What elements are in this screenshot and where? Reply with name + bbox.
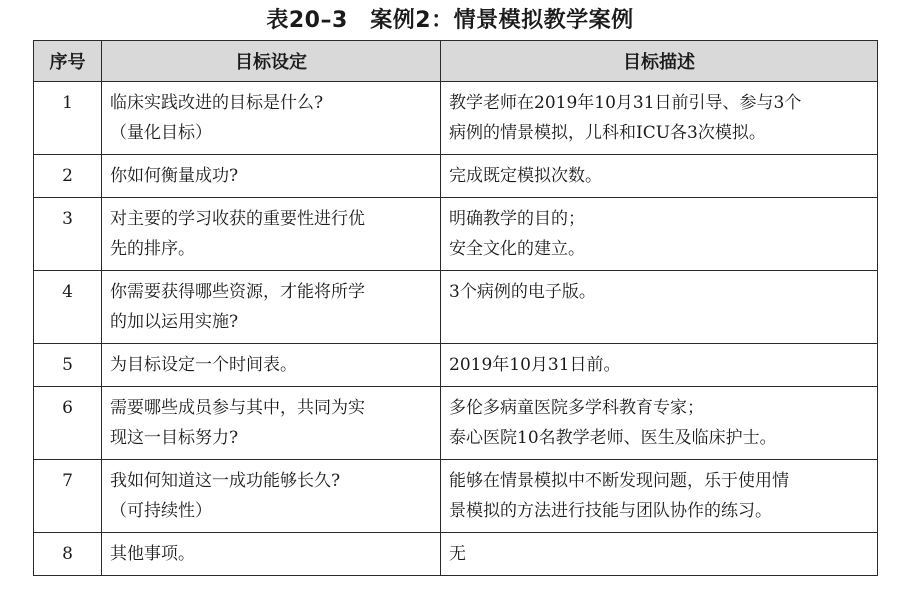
goal-text-line: （可持续性） [110, 501, 212, 521]
description-cell [441, 271, 878, 344]
goal-text-line: （量化目标） [110, 123, 212, 143]
goal-text-line: 对主要的学习收获的重要性进行优 [110, 209, 365, 229]
goal-cell [102, 533, 441, 576]
description-cell [441, 533, 878, 576]
table-row [34, 387, 878, 460]
goal-cell [102, 344, 441, 387]
header-goal-description: 目标描述 [441, 41, 878, 82]
description-text-line: 2019年10月31日前。 [449, 355, 621, 375]
goal-cell [102, 271, 441, 344]
goal-cell [102, 155, 441, 198]
description-text-line: 景模拟的方法进行技能与团队协作的练习。 [449, 501, 772, 521]
table-row [34, 198, 878, 271]
description-text-line: 安全文化的建立。 [449, 239, 585, 259]
table-row [34, 82, 878, 155]
goal-cell [102, 460, 441, 533]
goal-text-line: 先的排序。 [110, 239, 195, 259]
row-number: 3 [34, 198, 102, 271]
row-number: 8 [34, 533, 102, 576]
description-text-line: 无 [449, 544, 466, 564]
goal-cell [102, 82, 441, 155]
description-text-line: 明确教学的目的； [449, 209, 585, 229]
goal-text-line: 你需要获得哪些资源，才能将所学 [110, 282, 365, 302]
table-row [34, 155, 878, 198]
goal-text-line: 需要哪些成员参与其中，共同为实 [110, 398, 365, 418]
goal-text-line: 临床实践改进的目标是什么? [110, 93, 324, 113]
row-number: 2 [34, 155, 102, 198]
goal-text-line: 其他事项。 [110, 544, 195, 564]
table-row [34, 533, 878, 576]
header-number: 序号 [34, 41, 102, 82]
description-text-line: 多伦多病童医院多学科教育专家； [449, 398, 704, 418]
description-text-line: 病例的情景模拟，儿科和ICU各3次模拟。 [449, 123, 766, 143]
row-number: 7 [34, 460, 102, 533]
goal-text-line: 我如何知道这一成功能够长久? [110, 471, 341, 491]
description-text-line: 教学老师在2019年10月31日前引导、参与3个 [449, 93, 802, 113]
table-caption: 表20–3 案例2：情景模拟教学案例 [266, 8, 634, 33]
goal-cell [102, 198, 441, 271]
table-row [34, 344, 878, 387]
goal-text-line: 为目标设定一个时间表。 [110, 355, 297, 375]
goal-text-line: 现这一目标努力? [110, 428, 239, 448]
header-goal-setting: 目标设定 [102, 41, 441, 82]
description-text-line: 完成既定模拟次数。 [449, 166, 602, 186]
goal-text-line: 的加以运用实施? [110, 312, 239, 332]
description-text-line: 泰心医院10名教学老师、医生及临床护士。 [449, 428, 777, 448]
description-cell [441, 387, 878, 460]
table-header-row [34, 41, 878, 82]
row-number: 5 [34, 344, 102, 387]
row-number: 6 [34, 387, 102, 460]
goal-cell [102, 387, 441, 460]
table-row [34, 460, 878, 533]
row-number: 4 [34, 271, 102, 344]
description-cell [441, 198, 878, 271]
description-cell [441, 344, 878, 387]
description-text-line: 能够在情景模拟中不断发现问题，乐于使用情 [449, 471, 789, 491]
description-cell [441, 82, 878, 155]
table-row [34, 271, 878, 344]
goal-table [33, 40, 878, 576]
description-cell [441, 155, 878, 198]
description-cell [441, 460, 878, 533]
description-text-line: 3个病例的电子版。 [449, 282, 596, 302]
row-number: 1 [34, 82, 102, 155]
goal-text-line: 你如何衡量成功? [110, 166, 239, 186]
